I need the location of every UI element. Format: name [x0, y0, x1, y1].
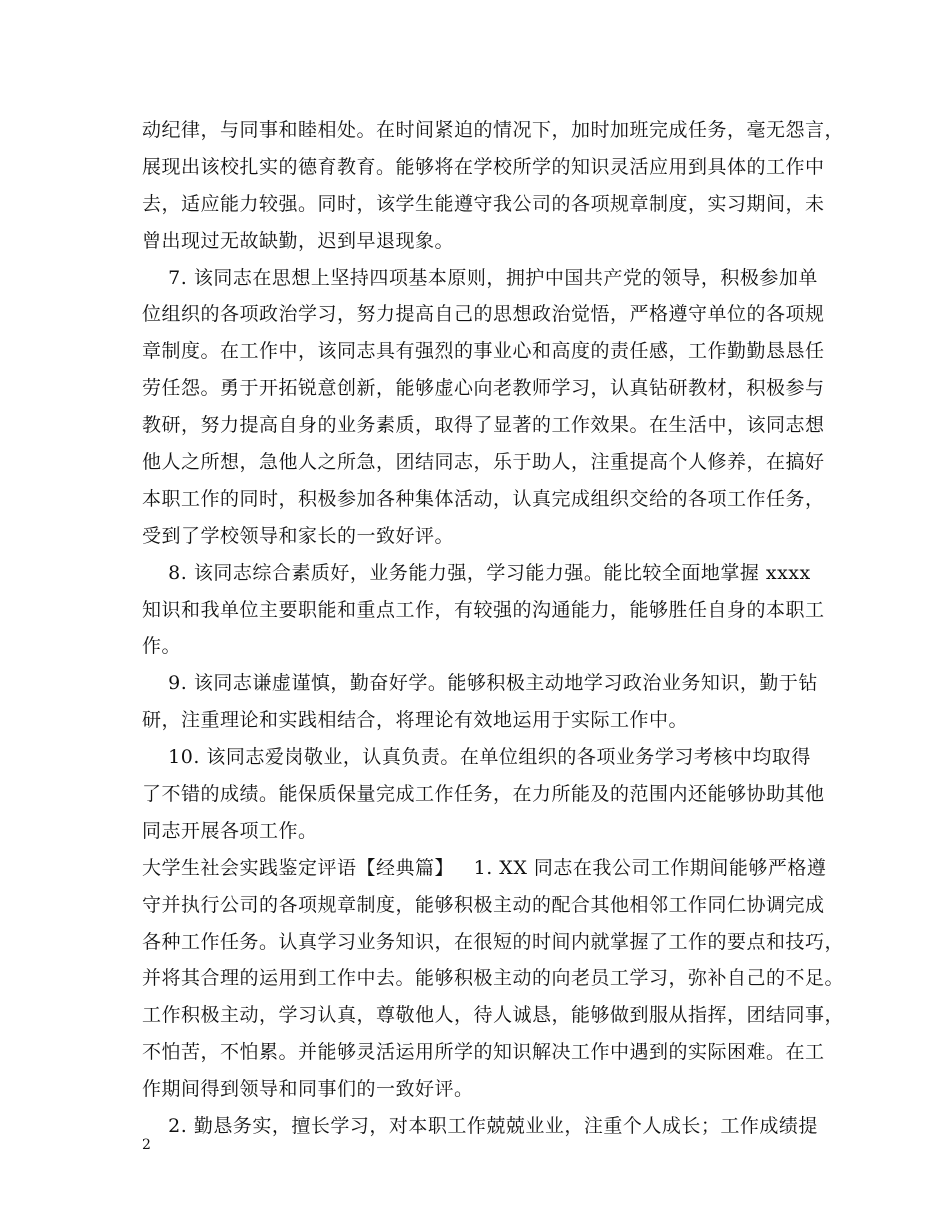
text-line: 2. 勤恳务实，擅长学习，对本职工作兢兢业业，注重个人成长；工作成绩提	[142, 1115, 818, 1138]
text-line: 位组织的各项政治学习，努力提高自己的思想政治觉悟，严格遵守单位的各项规	[142, 303, 825, 326]
text-line: 10. 该同志爱岗敬业，认真负责。在单位组织的各项业务学习考核中均取得	[142, 746, 811, 769]
text-line: 7. 该同志在思想上坚持四项基本原则，拥护中国共产党的领导，积极参加单	[142, 266, 818, 289]
text-line: 受到了学校领导和家长的一致好评。	[142, 524, 455, 547]
text-line: 9. 该同志谦虚谨慎，勤奋好学。能够积极主动地学习政治业务知识，勤于钻	[142, 672, 818, 695]
text-line: 去，适应能力较强。同时，该学生能遵守我公司的各项规章制度，实习期间，未	[142, 192, 825, 215]
section-heading-line: 大学生社会实践鉴定评语【经典篇】 1. XX 同志在我公司工作期间能够严格遵	[142, 856, 827, 879]
text-line: 本职工作的同时，积极参加各种集体活动，认真完成组织交给的各项工作任务，	[142, 487, 825, 510]
text-line: 作。	[142, 635, 182, 658]
page-number: 2	[142, 1137, 151, 1153]
text-line: 了不错的成绩。能保质保量完成工作任务，在力所能及的范围内还能够协助其他	[142, 783, 825, 806]
text-line: 动纪律，与同事和睦相处。在时间紧迫的情况下，加时加班完成任务，毫无怨言，	[142, 119, 845, 141]
text-line: 作期间得到领导和同事们的一致好评。	[142, 1078, 474, 1101]
text-line: 不怕苦，不怕累。并能够灵活运用所学的知识解决工作中遇到的实际困难。在工	[142, 1041, 825, 1064]
text-line: 知识和我单位主要职能和重点工作，有较强的沟通能力，能够胜任自身的本职工	[142, 598, 825, 621]
text-line: 展现出该校扎实的德育教育。能够将在学校所学的知识灵活应用到具体的工作中	[142, 155, 825, 178]
text-line: 他人之所想，急他人之所急，团结同志，乐于助人，注重提高个人修养，在搞好	[142, 451, 825, 474]
text-line: 并将其合理的运用到工作中去。能够积极主动的向老员工学习，弥补自己的不足。	[142, 967, 845, 990]
text-line: 工作积极主动，学习认真，尊敬他人，待人诚恳，能够做到服从指挥，团结同事，	[142, 1004, 845, 1027]
text-line: 章制度。在工作中，该同志具有强烈的事业心和高度的责任感，工作勤勤恳恳任	[142, 340, 825, 363]
text-line: 同志开展各项工作。	[142, 819, 318, 842]
body-text	[142, 112, 845, 1145]
text-line: 研，注重理论和实践相结合，将理论有效地运用于实际工作中。	[142, 709, 689, 732]
text-line: 守并执行公司的各项规章制度，能够积极主动的配合其他相邻工作同仁协调完成	[142, 893, 825, 916]
text-line: 8. 该同志综合素质好，业务能力强，学习能力强。能比较全面地掌握 xxxx	[142, 561, 811, 584]
text-line: 劳任怨。勇于开拓锐意创新，能够虚心向老教师学习，认真钻研教材，积极参与	[142, 377, 825, 400]
text-line: 曾出现过无故缺勤，迟到早退现象。	[142, 229, 455, 252]
text-line: 各种工作任务。认真学习业务知识，在很短的时间内就掌握了工作的要点和技巧，	[142, 930, 845, 953]
text-line: 教研，努力提高自身的业务素质，取得了显著的工作效果。在生活中，该同志想	[142, 414, 825, 437]
